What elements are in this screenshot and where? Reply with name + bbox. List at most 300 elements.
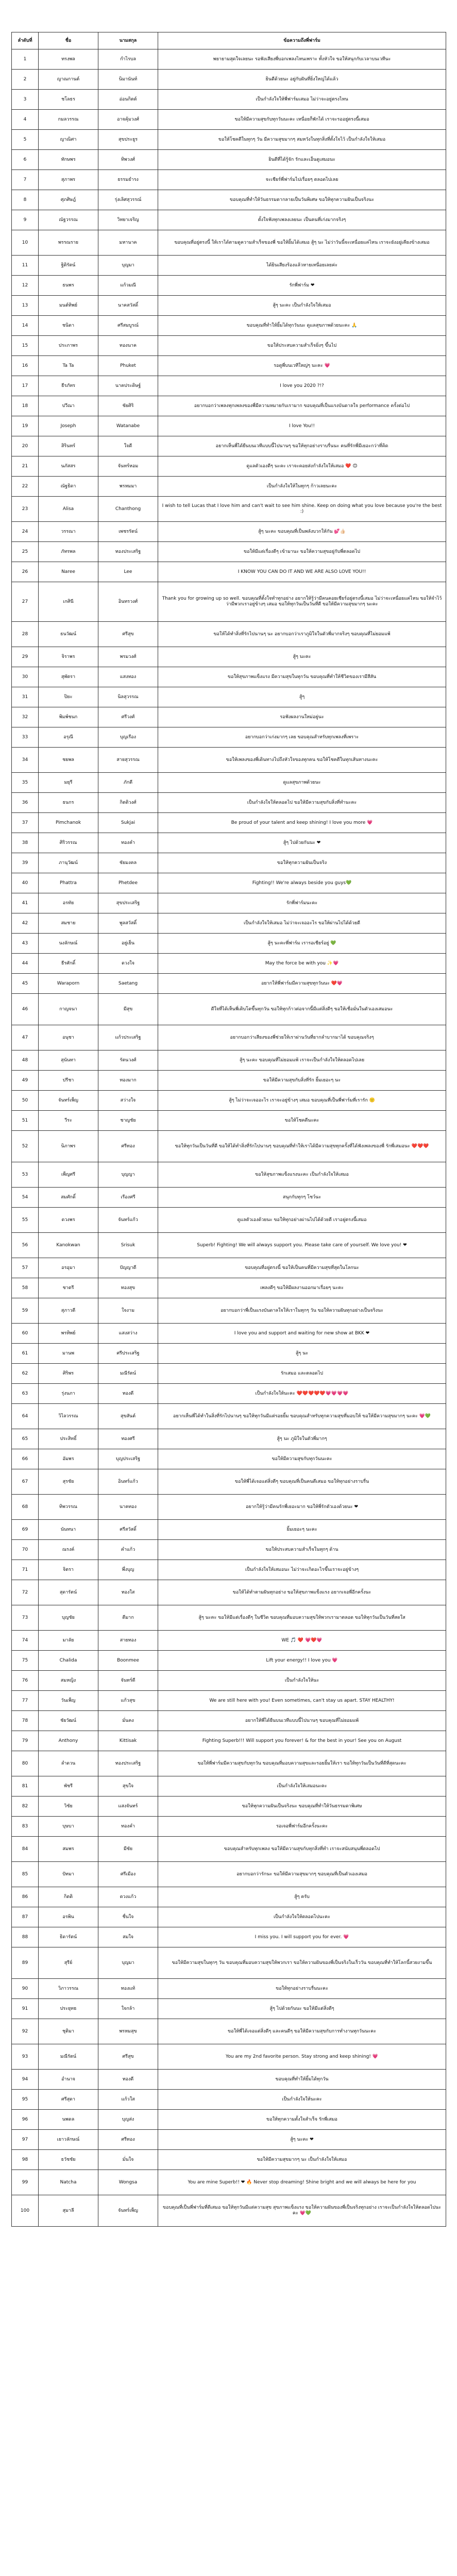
- cell-last-name: แสงสว่าง: [98, 1324, 158, 1344]
- cell-number: 86: [12, 1887, 39, 1907]
- cell-first-name: สุพัตรา: [39, 667, 98, 687]
- cell-message: เป็นกำลังใจให้นะคะ ❤️❤️❤️❤️❤️💗💗💗💗: [158, 1384, 446, 1404]
- cell-number: 93: [12, 2044, 39, 2070]
- table-row: [12, 727, 446, 748]
- cell-first-name: ปัทมา: [39, 1862, 98, 1887]
- cell-first-name: Natcha: [39, 2170, 98, 2195]
- cell-first-name: อนุชา: [39, 1025, 98, 1050]
- cell-first-name: ศิริวรรณ: [39, 833, 98, 853]
- table-row: [12, 1605, 446, 1631]
- cell-message: อยากให้พี่ฟาร์มมีความสุขทุกวันนะ ❤️💗: [158, 974, 446, 994]
- cell-last-name: ทองสุข: [98, 1278, 158, 1298]
- cell-number: 79: [12, 1731, 39, 1751]
- cell-last-name: บุญญา: [98, 1162, 158, 1188]
- cell-number: 52: [12, 1131, 39, 1162]
- cell-last-name: ศรีสุข: [98, 622, 158, 647]
- cell-number: 92: [12, 2019, 39, 2044]
- table-row: [12, 793, 446, 813]
- cell-message: ขอให้ประสบความสำเร็จยิ่งๆ ขึ้นไป: [158, 336, 446, 356]
- table-row: [12, 1817, 446, 1837]
- cell-last-name: Watanabe: [98, 416, 158, 436]
- cell-message: ขอให้ประสบความสำเร็จในทุกๆ ด้าน: [158, 1540, 446, 1560]
- cell-first-name: กาญจนา: [39, 994, 98, 1025]
- cell-last-name: แสงทอง: [98, 667, 158, 687]
- cell-first-name: ปวีณา: [39, 396, 98, 416]
- cell-message: Superb! Fighting! We will always support you. Please take care of yourself. We love you! ❤: [158, 1233, 446, 1258]
- cell-message: ขอบคุณที่ทำให้ยิ้มได้ทุกวันนะ ดูแลสุขภาพด้วยนะคะ 🙏: [158, 316, 446, 336]
- cell-message: ขอให้มีความสุขกับทุกวันนะคะ: [158, 1449, 446, 1469]
- cell-last-name: ศรีประเสริฐ: [98, 1344, 158, 1364]
- table-row: [12, 1429, 446, 1449]
- cell-last-name: สุขประเสริฐ: [98, 893, 158, 913]
- cell-message: Thank you for growing up so well. ขอบคุณที่ตั้งใจทำทุกอย่าง อยากให้รู้ว่ามีคนคอยเชียร์อยู่ตรงนี้เสมอ ไม่ว่าจะเหนื่อยแค่ไหน ขอให้จำไว้ว่ามีพวกเราอยู่ข้างๆ เสมอ ขอให้ทุกวันเป็นวันที่ดี ขอให้มีความสุขมากๆ นะคะ: [158, 582, 446, 622]
- cell-last-name: แก้วประเสริฐ: [98, 1025, 158, 1050]
- cell-number: 5: [12, 130, 39, 150]
- cell-last-name: รัตนวงศ์: [98, 1050, 158, 1071]
- cell-number: 82: [12, 1797, 39, 1817]
- cell-first-name: จันทร์เพ็ญ: [39, 1091, 98, 1111]
- cell-last-name: ดีมาก: [98, 1605, 158, 1631]
- cell-message: ขอให้มีความสุขในทุกๆ วัน ขอบคุณที่มอบความสุขให้พวกเรา ขอให้ความฝันของพี่เป็นจริงในเร็ววัน ขอบคุณที่ทำให้โลกนี้สวยงามขึ้น: [158, 1947, 446, 1979]
- cell-message: อยากเห็นพี่ได้ยืนบนเวทีแบบนี้ไปนานๆ ขอให้ทุกอย่างราบรื่นนะ คนที่รักพี่มีเยอะกว่าที่คิด: [158, 436, 446, 456]
- cell-first-name: ณรงค์: [39, 1540, 98, 1560]
- cell-number: 51: [12, 1111, 39, 1131]
- table-row: [12, 336, 446, 356]
- table-row: [12, 913, 446, 934]
- cell-message: เพลงดีๆ ขอให้มีผลงานออกมาเรื่อยๆ นะคะ: [158, 1278, 446, 1298]
- cell-message: สู้ๆ นะคะ: [158, 647, 446, 667]
- cell-message: สู้ๆ ไปด้วยกันนะ ❤: [158, 833, 446, 853]
- table-row: [12, 1731, 446, 1751]
- messages-table: [11, 32, 446, 2227]
- cell-first-name: อำนาจ: [39, 2070, 98, 2090]
- cell-number: 97: [12, 2130, 39, 2150]
- cell-first-name: วิภาวรรณ: [39, 1979, 98, 1999]
- cell-message: ขอให้มีความสุขมากๆ นะ เป็นกำลังใจให้เสมอ: [158, 2150, 446, 2170]
- cell-message: I love you and support and waiting for new show at BKK ❤: [158, 1324, 446, 1344]
- table-row: [12, 456, 446, 477]
- cell-last-name: พูลสวัสดิ์: [98, 913, 158, 934]
- header-message: ข้อความถึงพี่ฟาร์ม: [158, 32, 446, 49]
- cell-first-name: บุญชัย: [39, 1605, 98, 1631]
- cell-message: ขอให้ได้ทำตามฝันทุกอย่าง ขอให้สุขภาพแข็งแรง อยากเจอพี่อีกครั้งนะ: [158, 1580, 446, 1605]
- cell-last-name: บุญประเสริฐ: [98, 1449, 158, 1469]
- cell-first-name: เยาวลักษณ์: [39, 2130, 98, 2150]
- table-row: [12, 1862, 446, 1887]
- table-row: [12, 562, 446, 582]
- cell-number: 62: [12, 1364, 39, 1384]
- cell-first-name: ธนวัฒน์: [39, 622, 98, 647]
- cell-first-name: สุดารัตน์: [39, 1580, 98, 1605]
- cell-first-name: พรทิพย์: [39, 1324, 98, 1344]
- table-row: [12, 1651, 446, 1671]
- cell-first-name: สุรีย์: [39, 1947, 98, 1979]
- cell-last-name: บุญมา: [98, 256, 158, 276]
- cell-last-name: สายสุวรรณ: [98, 748, 158, 773]
- table-body: [12, 49, 446, 2227]
- table-row: [12, 542, 446, 562]
- table-row: [12, 1091, 446, 1111]
- cell-message: รักเสมอ และตลอดไป: [158, 1364, 446, 1384]
- table-row: [12, 110, 446, 130]
- table-row: [12, 1071, 446, 1091]
- cell-first-name: เกศินี: [39, 582, 98, 622]
- cell-last-name: Chanthong: [98, 497, 158, 522]
- cell-first-name: สมชาย: [39, 913, 98, 934]
- cell-first-name: ชุติมา: [39, 2019, 98, 2044]
- table-row: [12, 2195, 446, 2227]
- cell-last-name: ดวงใจ: [98, 954, 158, 974]
- table-row: [12, 1691, 446, 1711]
- cell-number: 23: [12, 497, 39, 522]
- cell-first-name: ชยพล: [39, 748, 98, 773]
- cell-number: 42: [12, 913, 39, 934]
- table-row: [12, 1384, 446, 1404]
- cell-number: 28: [12, 622, 39, 647]
- cell-message: ขอให้มีความสุขกับทุกวันนะคะ เหนื่อยก็พักได้ เราจะรออยู่ตรงนี้เสมอ: [158, 110, 446, 130]
- cell-first-name: อรพิน: [39, 1907, 98, 1927]
- cell-number: 17: [12, 376, 39, 396]
- cell-message: ยิ้มเยอะๆ นะคะ: [158, 1520, 446, 1540]
- cell-message: Fighting Superb!!! Will support you forever! & for the best in your! See you on August: [158, 1731, 446, 1751]
- table-row: [12, 1837, 446, 1862]
- cell-first-name: สมศักดิ์: [39, 1188, 98, 1208]
- cell-message: ยินดีที่ได้รู้จัก รักและเอ็นดูเสมอนะ: [158, 150, 446, 170]
- cell-first-name: ศรีสุดา: [39, 2090, 98, 2110]
- cell-last-name: เพชรรัตน์: [98, 522, 158, 542]
- header-row: [12, 32, 446, 49]
- cell-message: ขอบคุณที่เป็นพี่ฟาร์มที่ดีเสมอ ขอให้ทุกวันมีแต่ความสุข สุขภาพแข็งแรง ขอให้ความฝันของพี่เป็นจริงทุกอย่าง เราจะเป็นกำลังใจให้ตลอดไปนะคะ 💗💚: [158, 2195, 446, 2227]
- cell-number: 21: [12, 456, 39, 477]
- cell-number: 53: [12, 1162, 39, 1188]
- cell-number: 100: [12, 2195, 39, 2227]
- cell-first-name: วันเพ็ญ: [39, 1691, 98, 1711]
- cell-number: 46: [12, 994, 39, 1025]
- cell-first-name: Naree: [39, 562, 98, 582]
- cell-last-name: จันทร์ดี: [98, 1671, 158, 1691]
- cell-message: May the force be with you ✨💗: [158, 954, 446, 974]
- cell-last-name: นาคประดิษฐ์: [98, 376, 158, 396]
- cell-first-name: นิภาพร: [39, 1131, 98, 1162]
- cell-first-name: สุภาพร: [39, 170, 98, 190]
- cell-first-name: นพดล: [39, 2110, 98, 2130]
- table-row: [12, 1233, 446, 1258]
- cell-first-name: ญาณิศา: [39, 130, 98, 150]
- cell-number: 1: [12, 49, 39, 70]
- table-row: [12, 2044, 446, 2070]
- cell-first-name: สมพร: [39, 1837, 98, 1862]
- cell-message: ขอให้ทุกความฝันเป็นจริง: [158, 853, 446, 873]
- table-row: [12, 954, 446, 974]
- cell-message: อยากเห็นพี่ได้ทำในสิ่งที่รักไปนานๆ ขอให้ทุกวันมีแต่รอยยิ้ม ขอบคุณสำหรับทุกความสุขที่มอบให้ ขอให้มีความสุขมากๆ นะคะ 💗💚: [158, 1404, 446, 1429]
- table-row: [12, 2110, 446, 2130]
- cell-number: 66: [12, 1449, 39, 1469]
- cell-last-name: มั่นใจ: [98, 2150, 158, 2170]
- cell-last-name: ทองนาค: [98, 336, 158, 356]
- table-row: [12, 833, 446, 853]
- cell-first-name: ธีรศักดิ์: [39, 954, 98, 974]
- cell-message: สนุกกับทุกๆ โชว์นะ: [158, 1188, 446, 1208]
- cell-last-name: บุญส่ง: [98, 2110, 158, 2130]
- cell-message: สู้ๆ นะคะ ❤: [158, 2130, 446, 2150]
- table-row: [12, 2170, 446, 2195]
- cell-message: Be proud of your talent and keep shining! I love you more 💗: [158, 813, 446, 833]
- cell-number: 80: [12, 1751, 39, 1776]
- cell-first-name: สมหญิง: [39, 1671, 98, 1691]
- cell-message: รอดูพี่บนเวทีใหญ่ๆ นะคะ 💗: [158, 356, 446, 376]
- cell-last-name: ชาญชัย: [98, 1111, 158, 1131]
- cell-first-name: Phattra: [39, 873, 98, 893]
- cell-message: เป็นกำลังใจให้เสมอนะ ไม่ว่าจะเกิดอะไรขึ้นเราจะอยู่ข้างๆ: [158, 1560, 446, 1580]
- cell-message: I miss you. I will support you for ever. 💗: [158, 1927, 446, 1947]
- cell-first-name: ธวัชชัย: [39, 2150, 98, 2170]
- cell-last-name: ทองประเสริฐ: [98, 1751, 158, 1776]
- cell-last-name: ดวงแก้ว: [98, 1887, 158, 1907]
- cell-number: 26: [12, 562, 39, 582]
- table-row: [12, 647, 446, 667]
- table-row: [12, 813, 446, 833]
- cell-last-name: ใจดี: [98, 436, 158, 456]
- cell-last-name: Phuket: [98, 356, 158, 376]
- cell-message: ขอบคุณที่อยู่ตรงนี้ ขอให้เป็นคนที่มีความสุขที่สุดในโลกนะ: [158, 1258, 446, 1278]
- cell-number: 22: [12, 477, 39, 497]
- cell-message: อยากบอกว่าพี่เป็นแรงบันดาลใจให้เราในทุกๆ วัน ขอให้ความฝันทุกอย่างเป็นจริงนะ: [158, 1298, 446, 1324]
- table-row: [12, 170, 446, 190]
- cell-message: สู้ๆ นะคะพี่ฟาร์ม เรารอเชียร์อยู่ 💚: [158, 934, 446, 954]
- cell-number: 73: [12, 1605, 39, 1631]
- cell-first-name: สุนันทา: [39, 1050, 98, 1071]
- cell-message: อยากบอกว่าเพลงทุกเพลงของพี่มีความหมายกับเรามาก ขอบคุณที่เป็นแรงบันดาลใจ performance ครั้งต่อไป: [158, 396, 446, 416]
- cell-message: รอเจอพี่ฟาร์มอีกครั้งนะคะ: [158, 1817, 446, 1837]
- cell-number: 48: [12, 1050, 39, 1071]
- cell-message: ขอให้ทุกวันเป็นวันที่ดี ขอให้ได้ทำสิ่งที่รักไปนานๆ ขอบคุณที่ทำให้เราได้มีความสุขทุกครั้งที่ได้ฟังเพลงของพี่ รักพี่เสมอนะ ❤️❤️❤️: [158, 1131, 446, 1162]
- table-row: [12, 1907, 446, 1927]
- cell-last-name: อินทรวงศ์: [98, 582, 158, 622]
- cell-number: 6: [12, 150, 39, 170]
- cell-first-name: วิไลวรรณ: [39, 1404, 98, 1429]
- table-row: [12, 1131, 446, 1162]
- cell-number: 91: [12, 1999, 39, 2019]
- cell-first-name: นงลักษณ์: [39, 934, 98, 954]
- table-row: [12, 1797, 446, 1817]
- cell-number: 95: [12, 2090, 39, 2110]
- table-row: [12, 497, 446, 522]
- table-row: [12, 1162, 446, 1188]
- cell-message: ขอให้ทุกความฝันเป็นจริงนะ ขอบคุณที่ทำให้วันธรรมดาพิเศษ: [158, 1797, 446, 1817]
- table-row: [12, 296, 446, 316]
- cell-message: ขอบคุณสำหรับทุกเพลง ขอให้มีความสุขกับทุกสิ่งที่ทำ เราจะสนับสนุนพี่ตลอดไป: [158, 1837, 446, 1862]
- cell-last-name: อินทร์แก้ว: [98, 1469, 158, 1495]
- cell-last-name: นาคทอง: [98, 1495, 158, 1520]
- cell-number: 33: [12, 727, 39, 748]
- cell-message: อยากให้พี่ได้ยืนบนเวทีแบบนี้ไปนานๆ ขอบคุณที่ไม่ยอมแพ้: [158, 1711, 446, 1731]
- table-row: [12, 1469, 446, 1495]
- cell-message: Fighting!! We're always beside you guys💚: [158, 873, 446, 893]
- table-row: [12, 1580, 446, 1605]
- table-row: [12, 1298, 446, 1324]
- cell-last-name: คำแก้ว: [98, 1540, 158, 1560]
- cell-number: 76: [12, 1671, 39, 1691]
- cell-message: ขอให้โชคดีในทุกๆ วัน มีความสุขมากๆ สมหวังในทุกสิ่งที่ตั้งใจไว้ เป็นกำลังใจให้เสมอ: [158, 130, 446, 150]
- header-last-name: นามสกุล: [98, 32, 158, 49]
- table-row: [12, 1979, 446, 1999]
- cell-first-name: Pimchanok: [39, 813, 98, 833]
- table-row: [12, 396, 446, 416]
- cell-last-name: มีชัย: [98, 1837, 158, 1862]
- cell-first-name: Joseph: [39, 416, 98, 436]
- cell-last-name: ศรีทอง: [98, 1131, 158, 1162]
- cell-message: สู้ๆ นะคะ ขอบคุณที่ไม่ยอมแพ้ เราจะเป็นกำลังใจให้ตลอดไปเลย: [158, 1050, 446, 1071]
- cell-last-name: ศรีสมบูรณ์: [98, 316, 158, 336]
- cell-message: ขอให้พี่ได้เจอแต่สิ่งดีๆ ขอบคุณที่เป็นคนดีเสมอ ขอให้ทุกอย่างราบรื่น: [158, 1469, 446, 1495]
- cell-last-name: Phetdee: [98, 873, 158, 893]
- cell-last-name: ภักดี: [98, 773, 158, 793]
- cell-number: 24: [12, 522, 39, 542]
- cell-first-name: ภานุวัฒน์: [39, 853, 98, 873]
- cell-last-name: แก้วใส: [98, 2090, 158, 2110]
- cell-number: 10: [12, 230, 39, 256]
- cell-message: ขอให้สุขภาพแข็งแรงนะคะ เป็นกำลังใจให้เสมอ: [158, 1162, 446, 1188]
- cell-number: 38: [12, 833, 39, 853]
- cell-last-name: มหานาค: [98, 230, 158, 256]
- cell-message: สู้ๆ นะคะ ขอบคุณที่เป็นพลังบวกให้กัน 💕👍🏻: [158, 522, 446, 542]
- cell-first-name: ธนพร: [39, 276, 98, 296]
- table-row: [12, 256, 446, 276]
- cell-message: ขอให้พี่ได้เจอแต่สิ่งดีๆ และคนดีๆ ขอให้มีความสุขกับการทำงานทุกวันนะคะ: [158, 2019, 446, 2044]
- cell-message: I wish to tell Lucas that I love him and can't wait to see him shine. Keep on doing what you love because you're the best :): [158, 497, 446, 522]
- table-row: [12, 873, 446, 893]
- cell-last-name: ชัยศิริ: [98, 396, 158, 416]
- cell-message: You are mine Superb!! ❤ 🔥 Never stop dreaming! Shine bright and we will always be here for you: [158, 2170, 446, 2195]
- cell-number: 56: [12, 1233, 39, 1258]
- cell-last-name: แสงจันทร์: [98, 1797, 158, 1817]
- cell-message: เป็นกำลังใจให้เสมอนะคะ: [158, 1776, 446, 1797]
- cell-message: I love You!!: [158, 416, 446, 436]
- cell-message: รักพี่ฟาร์มนะคะ: [158, 893, 446, 913]
- table-row: [12, 130, 446, 150]
- cell-first-name: ประยุทธ: [39, 1999, 98, 2019]
- cell-first-name: ปรีชา: [39, 1071, 98, 1091]
- cell-first-name: จิราพร: [39, 647, 98, 667]
- table-row: [12, 1671, 446, 1691]
- cell-number: 59: [12, 1298, 39, 1324]
- table-row: [12, 90, 446, 110]
- cell-message: ขอให้ทุกอย่างราบรื่นนะคะ: [158, 1979, 446, 1999]
- cell-number: 44: [12, 954, 39, 974]
- table-row: [12, 1947, 446, 1979]
- cell-number: 36: [12, 793, 39, 813]
- cell-message: ตั้งใจฟังทุกเพลงเลยนะ เป็นคนที่เก่งมากจริงๆ: [158, 210, 446, 230]
- table-row: [12, 1927, 446, 1947]
- cell-number: 35: [12, 773, 39, 793]
- cell-first-name: ทักษพร: [39, 150, 98, 170]
- cell-last-name: ทองคำ: [98, 1817, 158, 1837]
- cell-number: 13: [12, 296, 39, 316]
- table-row: [12, 934, 446, 954]
- cell-number: 89: [12, 1947, 39, 1979]
- cell-message: สู้ๆ นะ: [158, 1344, 446, 1364]
- table-row: [12, 1631, 446, 1651]
- cell-message: ดูแลสุขภาพด้วยนะ: [158, 773, 446, 793]
- cell-first-name: Kanokwan: [39, 1233, 98, 1258]
- cell-number: 50: [12, 1091, 39, 1111]
- table-row: [12, 70, 446, 90]
- cell-last-name: สายทอง: [98, 1631, 158, 1651]
- cell-last-name: Srisuk: [98, 1233, 158, 1258]
- cell-first-name: ประภาพร: [39, 336, 98, 356]
- table-row: [12, 582, 446, 622]
- cell-last-name: ทองคำ: [98, 833, 158, 853]
- cell-message: พยายามสุดใจเลยนะ รอฟังเสียงพี่บอกเพลงไหนเพราะ ทั้งหัวใจ ขอให้สนุกกับเวลาบนเวทีนะ: [158, 49, 446, 70]
- cell-number: 61: [12, 1344, 39, 1364]
- cell-message: ขอบคุณที่อยู่ตรงนี้ ให้เราได้ตามดูความสำเร็จของพี่ ขอให้ยิ้มได้เสมอ สู้ๆ นะ ไม่ว่าวันนี้จะเหนื่อยแค่ไหน เราจะยังอยู่เคียงข้างเสมอ: [158, 230, 446, 256]
- cell-first-name: มาลัย: [39, 1631, 98, 1651]
- cell-first-name: ศิริพร: [39, 1364, 98, 1384]
- cell-message: สู้ๆ นะคะ เป็นกำลังใจให้เสมอ: [158, 296, 446, 316]
- cell-number: 99: [12, 2170, 39, 2195]
- cell-number: 67: [12, 1469, 39, 1495]
- table-row: [12, 1776, 446, 1797]
- cell-last-name: นิมานันท์: [98, 70, 158, 90]
- cell-last-name: นาคสวัสดิ์: [98, 296, 158, 316]
- cell-last-name: วิทยาเจริญ: [98, 210, 158, 230]
- cell-number: 15: [12, 336, 39, 356]
- cell-number: 8: [12, 190, 39, 210]
- table-row: [12, 2090, 446, 2110]
- header-first-name: ชื่อ: [39, 32, 98, 49]
- cell-number: 9: [12, 210, 39, 230]
- cell-last-name: Kittisak: [98, 1731, 158, 1751]
- table-row: [12, 1111, 446, 1131]
- table-row: [12, 893, 446, 913]
- cell-last-name: ศรีสุข: [98, 2044, 158, 2070]
- cell-number: 75: [12, 1651, 39, 1671]
- header-number: ลำดับที่: [12, 32, 39, 49]
- cell-number: 43: [12, 934, 39, 954]
- cell-last-name: สว่างใจ: [98, 1091, 158, 1111]
- cell-number: 98: [12, 2150, 39, 2170]
- cell-last-name: Saetang: [98, 974, 158, 994]
- cell-number: 81: [12, 1776, 39, 1797]
- table-row: [12, 1887, 446, 1907]
- cell-number: 94: [12, 2070, 39, 2090]
- cell-first-name: Ta Ta: [39, 356, 98, 376]
- cell-last-name: ทองดี: [98, 1384, 158, 1404]
- cell-last-name: อาจคุ้มวงศ์: [98, 110, 158, 130]
- cell-number: 30: [12, 667, 39, 687]
- cell-number: 69: [12, 1520, 39, 1540]
- cell-message: ยินดีด้วยนะ อยู่กับฝันที่ยิ่งใหญ่ได้แล้ว: [158, 70, 446, 90]
- cell-number: 2: [12, 70, 39, 90]
- cell-number: 16: [12, 356, 39, 376]
- table-row: [12, 1404, 446, 1429]
- cell-first-name: ดวงพร: [39, 1208, 98, 1233]
- table-row: [12, 49, 446, 70]
- cell-last-name: เรืองศรี: [98, 1188, 158, 1208]
- cell-last-name: Lee: [98, 562, 158, 582]
- table-row: [12, 2150, 446, 2170]
- table-row: [12, 1364, 446, 1384]
- cell-number: 90: [12, 1979, 39, 1999]
- cell-last-name: นิลสุวรรณ: [98, 687, 158, 707]
- cell-message: เป็นกำลังใจให้นะ: [158, 1671, 446, 1691]
- table-row: [12, 773, 446, 793]
- table-row: [12, 853, 446, 873]
- cell-number: 45: [12, 974, 39, 994]
- cell-message: ขอให้ได้ทำสิ่งที่รักไปนานๆ นะ อยากบอกว่าเราภูมิใจในตัวพี่มากจริงๆ ขอบคุณที่ไม่ยอมแพ้: [158, 622, 446, 647]
- cell-first-name: ชนิดา: [39, 316, 98, 336]
- table-row: [12, 190, 446, 210]
